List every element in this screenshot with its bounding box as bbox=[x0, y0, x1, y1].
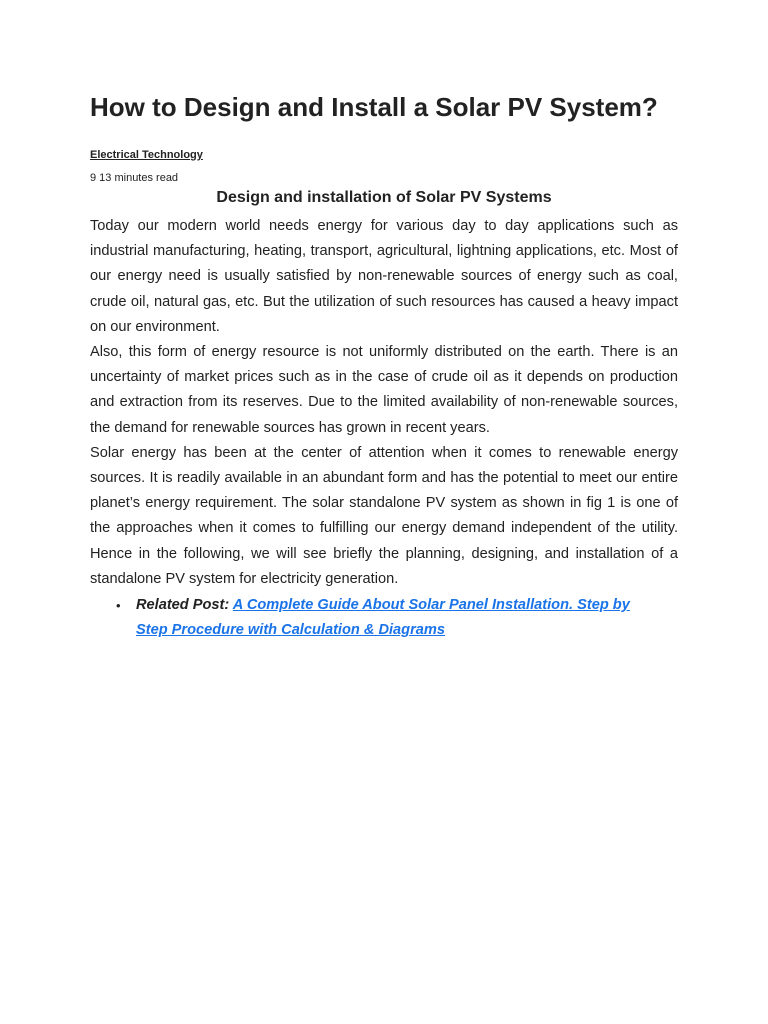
related-post-item bbox=[116, 593, 656, 643]
bullet-icon: • bbox=[116, 598, 121, 613]
paragraph-intro: Today our modern world needs energy for various day to day applications such as industrial manufacturing, heating, transport, agricultural, lightning applications, etc. Most of our energy need is usually satisfied by non-renewable sources of energy such as coal, crude oil, natural gas, etc. But the utilization of such resources has caused a heavy impact on our environment. bbox=[90, 218, 678, 335]
related-post-label: Related Post: bbox=[136, 597, 233, 613]
related-post-link[interactable]: A Complete Guide About Solar Panel Installation. Step by Step Procedure with Calculation & Diagrams bbox=[136, 597, 630, 639]
read-time: 9 13 minutes read bbox=[90, 172, 179, 184]
article-body bbox=[90, 214, 678, 592]
article-title: How to Design and Install a Solar PV System? bbox=[90, 92, 658, 122]
section-subtitle: Design and installation of Solar PV Systems bbox=[216, 189, 552, 206]
paragraph-solar-energy: Solar energy has been at the center of attention when it comes to renewable energy sources. It is readily available in an abundant form and has the potential to meet our entire planet’s energy requirement. The solar standalone PV system as shown in fig 1 is one of the approaches when it comes to fulfilling our energy demand independent of the utility. Hence in the following, we will see briefly the planning, designing, and installation of a standalone PV system for electricity generation. bbox=[90, 444, 678, 587]
paragraph-distribution: Also, this form of energy resource is not uniformly distributed on the earth. There is an uncertainty of market prices such as in the case of crude oil as it depends on production and extraction from its reserves. Due to the limited availability of non-renewable sources, the demand for renewable sources has grown in recent years. bbox=[90, 344, 678, 436]
author-link[interactable]: Electrical Technology bbox=[90, 149, 203, 161]
